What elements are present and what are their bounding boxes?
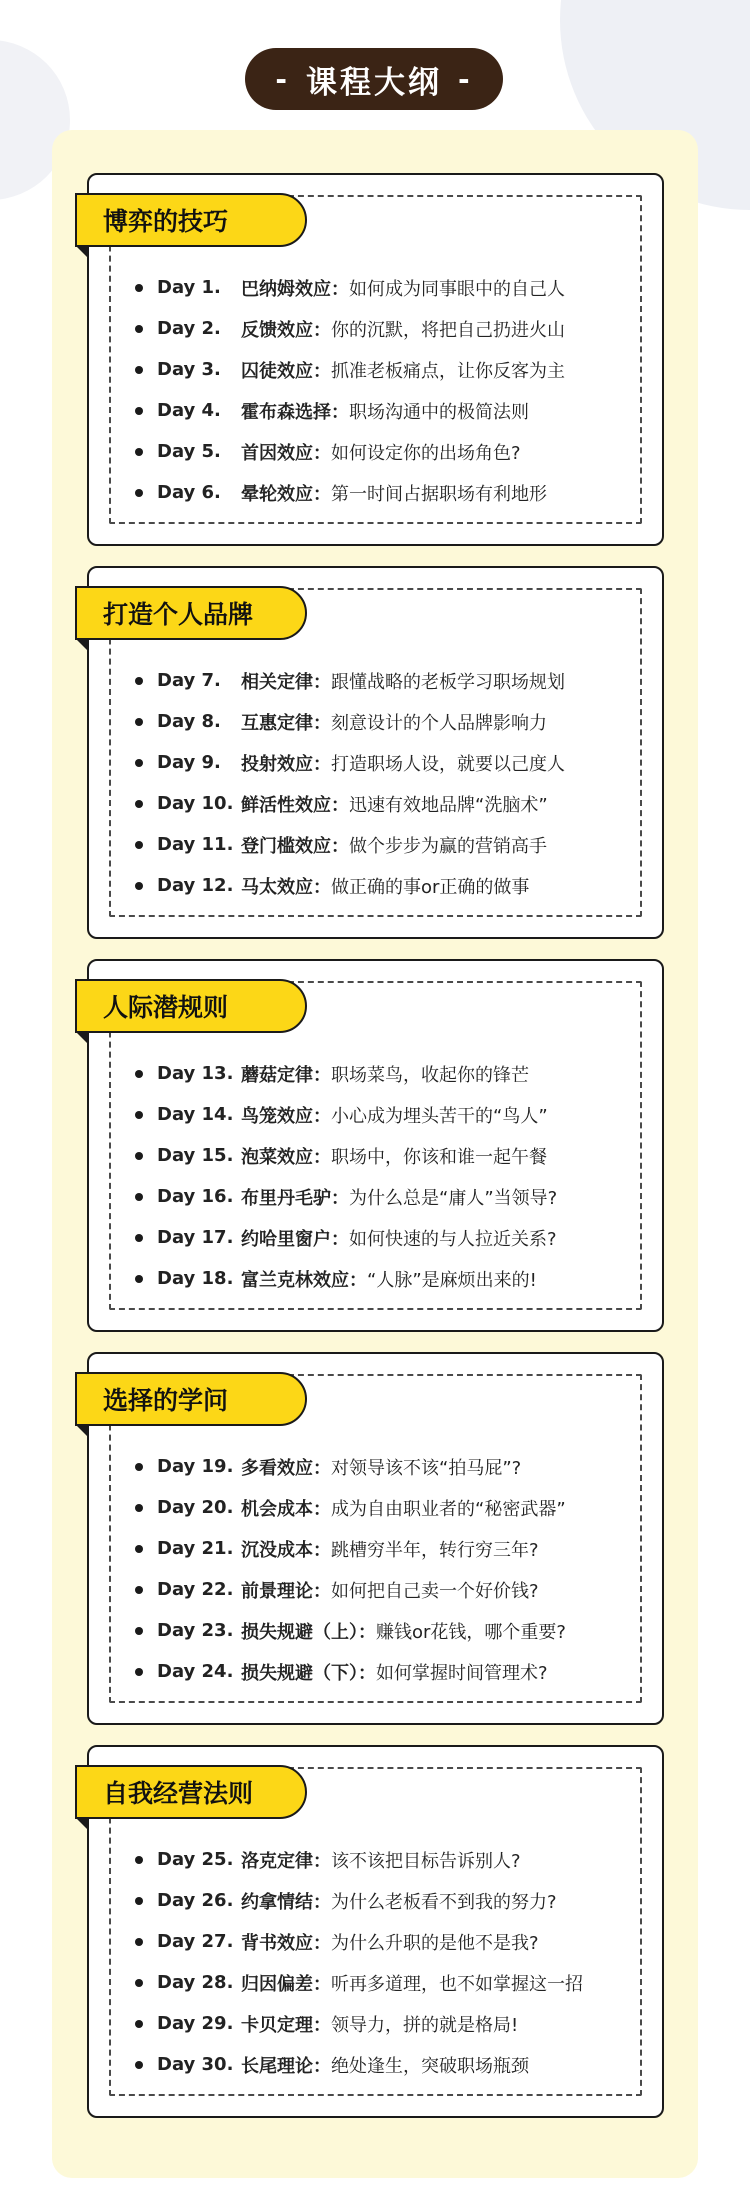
lesson-day: Day 19.: [157, 1456, 234, 1477]
lesson-item: [135, 865, 642, 906]
section-card: [87, 566, 664, 939]
lesson-description: 如何把自己卖一个好价钱?: [331, 1580, 539, 1602]
section-card: [87, 959, 664, 1332]
lesson-term: 晕轮效应：: [241, 483, 331, 505]
lesson-day: Day 24.: [157, 1661, 234, 1682]
bullet-icon: [135, 677, 143, 685]
lesson-description: 如何掌握时间管理术?: [376, 1662, 548, 1684]
lesson-description: 做正确的事or正确的做事: [331, 876, 530, 898]
lesson-day: Day 29.: [157, 2013, 234, 2034]
bullet-icon: [135, 325, 143, 333]
lesson-day: Day 2.: [157, 318, 221, 339]
lesson-day: Day 22.: [157, 1579, 234, 1600]
lesson-term: 约拿情结：: [241, 1891, 331, 1913]
lesson-description: 职场沟通中的极简法则: [349, 401, 529, 423]
bullet-icon: [135, 882, 143, 890]
section-heading: 自我经营法则: [75, 1765, 307, 1819]
lesson-day: Day 8.: [157, 711, 221, 732]
lesson-item: [135, 660, 642, 701]
lesson-day: Day 28.: [157, 1972, 234, 1993]
bullet-icon: [135, 1856, 143, 1864]
lesson-term: 泡菜效应：: [241, 1146, 331, 1168]
lesson-item: [135, 1217, 642, 1258]
section-heading: 选择的学问: [75, 1372, 307, 1426]
lesson-description: 为什么老板看不到我的努力?: [331, 1891, 557, 1913]
lesson-term: 富兰克林效应：: [241, 1269, 367, 1291]
lesson-item: [135, 1446, 642, 1487]
lesson-item: [135, 349, 642, 390]
lesson-description: 职场菜鸟，收起你的锋芒: [331, 1064, 529, 1086]
bullet-icon: [135, 407, 143, 415]
lesson-description: 绝处逢生，突破职场瓶颈: [331, 2055, 529, 2077]
lesson-description: 赚钱or花钱，哪个重要?: [376, 1621, 566, 1643]
lesson-day: Day 4.: [157, 400, 221, 421]
lesson-day: Day 14.: [157, 1104, 234, 1125]
bullet-icon: [135, 841, 143, 849]
title-dash-left: -: [275, 62, 290, 96]
bullet-icon: [135, 2061, 143, 2069]
lesson-item: [135, 308, 642, 349]
lesson-description: 该不该把目标告诉别人?: [331, 1850, 521, 1872]
lesson-list: [135, 267, 642, 513]
lesson-day: Day 9.: [157, 752, 221, 773]
lesson-day: Day 12.: [157, 875, 234, 896]
lesson-term: 首因效应：: [241, 442, 331, 464]
lesson-day: Day 25.: [157, 1849, 234, 1870]
lesson-description: 为什么升职的是他不是我?: [331, 1932, 539, 1954]
lesson-item: [135, 1176, 642, 1217]
bullet-icon: [135, 284, 143, 292]
lesson-item: [135, 472, 642, 513]
lesson-item: [135, 1921, 642, 1962]
page-title: [245, 48, 503, 110]
lesson-item: [135, 783, 642, 824]
lesson-list: [135, 1839, 642, 2085]
bullet-icon: [135, 1193, 143, 1201]
lesson-description: 跟懂战略的老板学习职场规划: [331, 671, 565, 693]
lesson-day: Day 3.: [157, 359, 221, 380]
lesson-list: [135, 1446, 642, 1692]
lesson-description: 对领导该不该“拍马屁”?: [331, 1457, 522, 1479]
lesson-item: [135, 1528, 642, 1569]
lesson-term: 投射效应：: [241, 753, 331, 775]
lesson-day: Day 1.: [157, 277, 221, 298]
bullet-icon: [135, 759, 143, 767]
bullet-icon: [135, 1111, 143, 1119]
lesson-item: [135, 1839, 642, 1880]
section-card: [87, 1352, 664, 1725]
lesson-description: 如何快速的与人拉近关系?: [349, 1228, 557, 1250]
lesson-day: Day 17.: [157, 1227, 234, 1248]
lesson-description: 成为自由职业者的“秘密武器”: [331, 1498, 566, 1520]
bullet-icon: [135, 489, 143, 497]
lesson-day: Day 30.: [157, 2054, 234, 2075]
lesson-description: 打造职场人设，就要以己度人: [331, 753, 565, 775]
lesson-item: [135, 2044, 642, 2085]
lesson-term: 沉没成本：: [241, 1539, 331, 1561]
lesson-day: Day 20.: [157, 1497, 234, 1518]
lesson-description: 听再多道理，也不如掌握这一招: [331, 1973, 583, 1995]
lesson-item: [135, 1053, 642, 1094]
lesson-term: 反馈效应：: [241, 319, 331, 341]
lesson-day: Day 7.: [157, 670, 221, 691]
lesson-term: 蘑菇定律：: [241, 1064, 331, 1086]
lesson-description: 做个步步为赢的营销高手: [349, 835, 547, 857]
lesson-term: 马太效应：: [241, 876, 331, 898]
section-heading: 打造个人品牌: [75, 586, 307, 640]
lesson-term: 囚徒效应：: [241, 360, 331, 382]
lesson-term: 卡贝定理：: [241, 2014, 331, 2036]
lesson-item: [135, 1135, 642, 1176]
lesson-term: 背书效应：: [241, 1932, 331, 1954]
bullet-icon: [135, 1275, 143, 1283]
lesson-term: 相关定律：: [241, 671, 331, 693]
lesson-day: Day 11.: [157, 834, 234, 855]
bullet-icon: [135, 800, 143, 808]
lesson-list: [135, 1053, 642, 1299]
bullet-icon: [135, 1979, 143, 1987]
lesson-item: [135, 824, 642, 865]
lesson-term: 互惠定律：: [241, 712, 331, 734]
lesson-item: [135, 1569, 642, 1610]
bullet-icon: [135, 1070, 143, 1078]
lesson-item: [135, 742, 642, 783]
lesson-term: 机会成本：: [241, 1498, 331, 1520]
lesson-day: Day 6.: [157, 482, 221, 503]
lesson-day: Day 10.: [157, 793, 234, 814]
lesson-term: 巴纳姆效应：: [241, 278, 349, 300]
bullet-icon: [135, 1938, 143, 1946]
lesson-description: “人脉”是麻烦出来的!: [367, 1269, 537, 1291]
lesson-term: 登门槛效应：: [241, 835, 349, 857]
lesson-day: Day 16.: [157, 1186, 234, 1207]
lesson-description: 跳槽穷半年，转行穷三年?: [331, 1539, 539, 1561]
bullet-icon: [135, 1586, 143, 1594]
bullet-icon: [135, 1504, 143, 1512]
lesson-day: Day 21.: [157, 1538, 234, 1559]
lesson-term: 前景理论：: [241, 1580, 331, 1602]
lesson-description: 小心成为埋头苦干的“鸟人”: [331, 1105, 548, 1127]
lesson-description: 刻意设计的个人品牌影响力: [331, 712, 547, 734]
bullet-icon: [135, 2020, 143, 2028]
lesson-term: 多看效应：: [241, 1457, 331, 1479]
lesson-item: [135, 1487, 642, 1528]
bullet-icon: [135, 1234, 143, 1242]
lesson-list: [135, 660, 642, 906]
section-card: [87, 1745, 664, 2118]
lesson-description: 领导力，拼的就是格局!: [331, 2014, 519, 2036]
lesson-term: 鸟笼效应：: [241, 1105, 331, 1127]
lesson-item: [135, 1258, 642, 1299]
lesson-description: 迅速有效地品牌“洗脑术”: [349, 794, 548, 816]
lesson-item: [135, 701, 642, 742]
lesson-term: 洛克定律：: [241, 1850, 331, 1872]
section-heading: 人际潜规则: [75, 979, 307, 1033]
lesson-item: [135, 1610, 642, 1651]
bullet-icon: [135, 1668, 143, 1676]
lesson-description: 为什么总是“庸人”当领导?: [349, 1187, 558, 1209]
lesson-term: 约哈里窗户：: [241, 1228, 349, 1250]
section-heading: 博弈的技巧: [75, 193, 307, 247]
lesson-day: Day 5.: [157, 441, 221, 462]
lesson-item: [135, 1962, 642, 2003]
lesson-description: 你的沉默，将把自己扔进火山: [331, 319, 565, 341]
lesson-item: [135, 1094, 642, 1135]
lesson-description: 第一时间占据职场有利地形: [331, 483, 547, 505]
section-card: [87, 173, 664, 546]
lesson-day: Day 15.: [157, 1145, 234, 1166]
bullet-icon: [135, 718, 143, 726]
title-dash-right: -: [458, 62, 473, 96]
lesson-item: [135, 1651, 642, 1692]
bullet-icon: [135, 1897, 143, 1905]
lesson-item: [135, 2003, 642, 2044]
lesson-day: Day 23.: [157, 1620, 234, 1641]
lesson-day: Day 27.: [157, 1931, 234, 1952]
lesson-term: 鲜活性效应：: [241, 794, 349, 816]
lesson-day: Day 26.: [157, 1890, 234, 1911]
lesson-term: 霍布森选择：: [241, 401, 349, 423]
lesson-item: [135, 390, 642, 431]
lesson-item: [135, 267, 642, 308]
lesson-day: Day 18.: [157, 1268, 234, 1289]
bullet-icon: [135, 1152, 143, 1160]
page-title-text: 课程大纲: [306, 64, 442, 101]
lesson-term: 长尾理论：: [241, 2055, 331, 2077]
bullet-icon: [135, 1627, 143, 1635]
bullet-icon: [135, 1545, 143, 1553]
bullet-icon: [135, 366, 143, 374]
lesson-description: 如何成为同事眼中的自己人: [349, 278, 565, 300]
lesson-item: [135, 1880, 642, 1921]
lesson-description: 抓准老板痛点，让你反客为主: [331, 360, 565, 382]
bullet-icon: [135, 448, 143, 456]
lesson-item: [135, 431, 642, 472]
lesson-day: Day 13.: [157, 1063, 234, 1084]
lesson-term: 归因偏差：: [241, 1973, 331, 1995]
bullet-icon: [135, 1463, 143, 1471]
lesson-description: 如何设定你的出场角色?: [331, 442, 521, 464]
lesson-term: 损失规避（下）：: [241, 1662, 376, 1684]
lesson-term: 布里丹毛驴：: [241, 1187, 349, 1209]
lesson-description: 职场中，你该和谁一起午餐: [331, 1146, 547, 1168]
lesson-term: 损失规避（上）：: [241, 1621, 376, 1643]
